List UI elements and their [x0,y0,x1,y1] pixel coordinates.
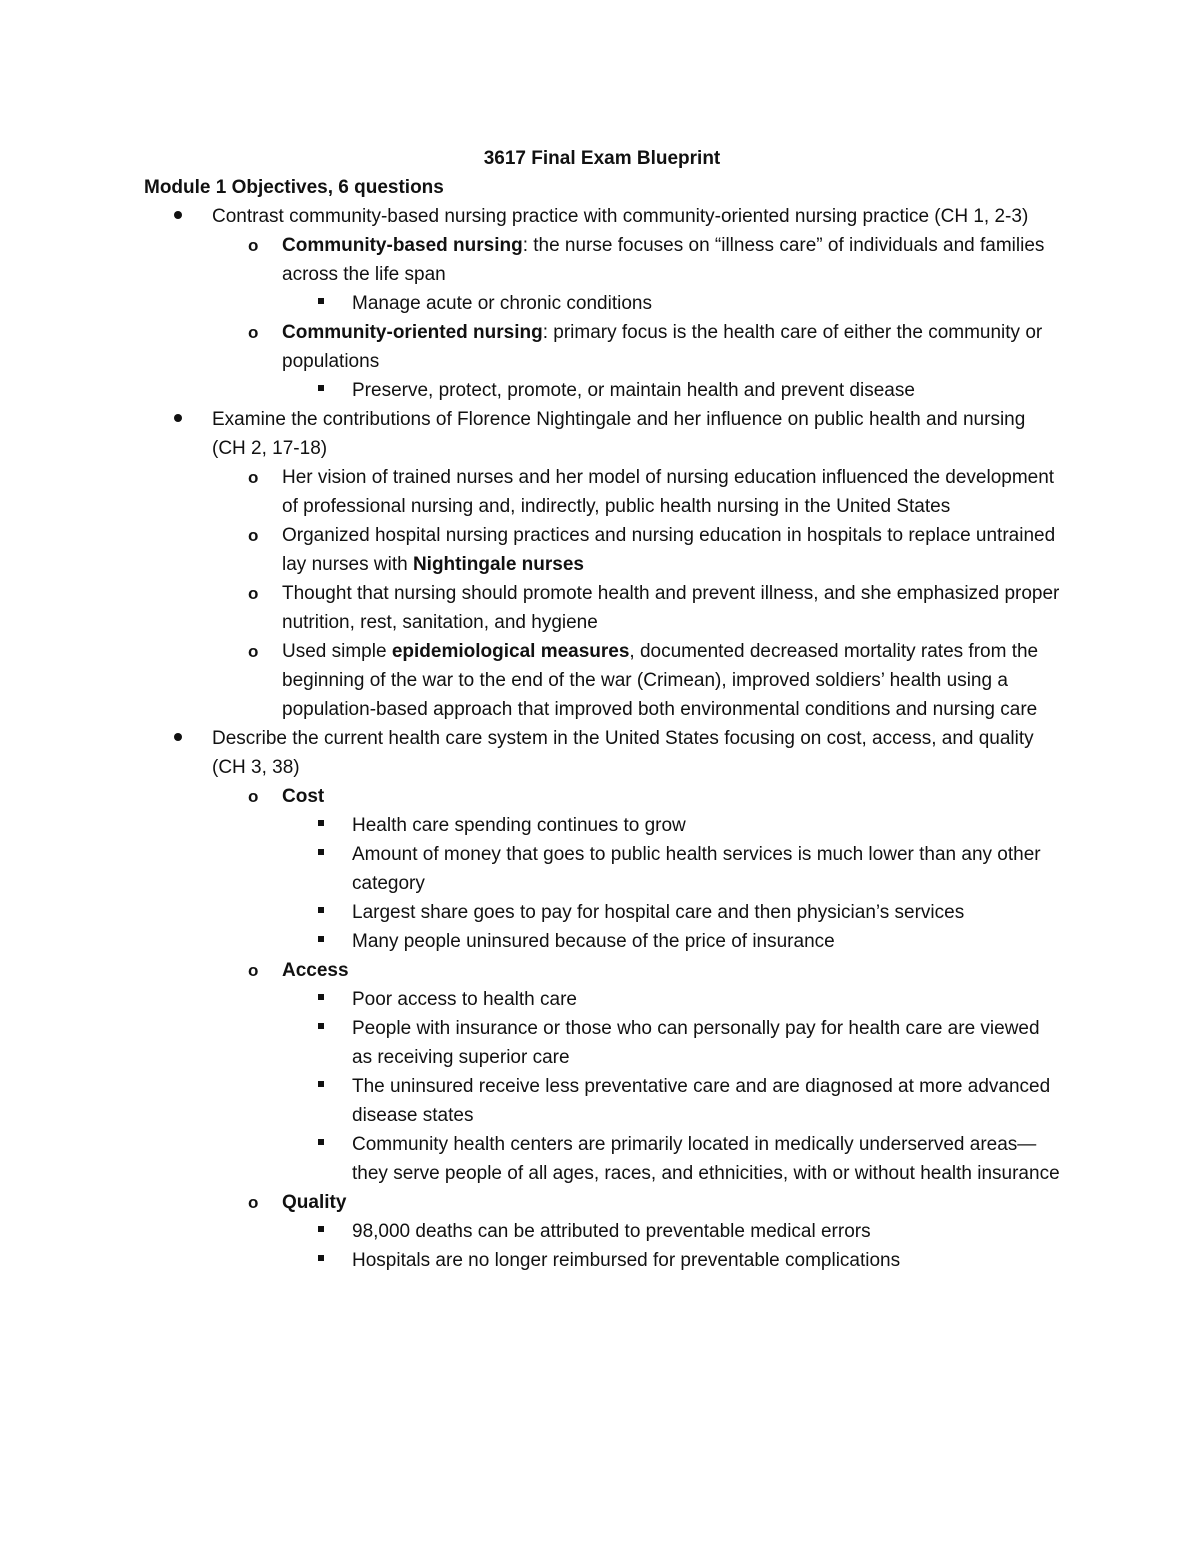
sub-item-term: epidemiological measures [391,641,630,662]
objective-text: Examine the contributions of Florence Nightingale and her influence on public health and nursing (CH 2, 17-18) [212,409,1026,459]
detail-item [144,1246,1060,1275]
objective-item [144,724,1060,782]
bullet-square-icon [318,1130,324,1157]
detail-text: Health care spending continues to grow [352,815,686,836]
sub-item-term: Quality [282,1192,347,1213]
sub-item-quality [144,1188,1060,1217]
bullet-dot-icon [174,724,182,753]
sub-item [144,318,1060,376]
detail-text: Many people uninsured because of the price of insurance [352,931,835,952]
bullet-square-icon [318,376,324,403]
objectives-list [144,202,1060,1275]
bullet-square-icon [318,811,324,838]
bullet-circle-icon: o [248,961,259,980]
detail-item [144,1072,1060,1130]
sub-item-cost [144,782,1060,811]
detail-item [144,1217,1060,1246]
bullet-square-icon [318,840,324,867]
detail-item [144,985,1060,1014]
detail-text: Manage acute or chronic conditions [352,293,652,314]
bullet-circle-icon: o [248,1193,259,1212]
detail-text: People with insurance or those who can personally pay for health care are viewed as receiving superior care [352,1018,1040,1068]
detail-item [144,1130,1060,1188]
sub-item [144,463,1060,521]
sub-item-text: , documented decreased mortality rates from the beginning of the war to the end of the war (Crimean), improved soldiers’ health using a population-based approach that improved both environmental conditions and nursing care [282,641,1039,720]
detail-item [144,927,1060,956]
sub-item-text: Organized hospital nursing practices and nursing education in hospitals to replace untrained lay nurses with [282,525,1056,575]
sub-item [144,579,1060,637]
sub-item-term: Cost [282,786,325,807]
sub-item-text: : the nurse focuses on “illness care” of individuals and families across the life span [282,235,1045,285]
bullet-square-icon [318,1246,324,1273]
bullet-circle-icon: o [248,323,259,342]
bullet-dot-icon [174,202,182,231]
detail-item [144,840,1060,898]
detail-text: Poor access to health care [352,989,577,1010]
bullet-circle-icon: o [248,526,259,545]
bullet-square-icon [318,1072,324,1099]
detail-item [144,376,1060,405]
sub-item [144,521,1060,579]
sub-item [144,637,1060,724]
detail-item [144,811,1060,840]
document-title: 3617 Final Exam Blueprint [483,148,721,169]
bullet-dot-icon [174,405,182,434]
bullet-square-icon [318,1014,324,1041]
module-heading: Module 1 Objectives, 6 questions [144,177,444,198]
detail-text: Hospitals are no longer reimbursed for preventable complications [352,1250,901,1271]
sub-item-term: Nightingale nurses [412,554,584,575]
detail-text: Amount of money that goes to public health services is much lower than any other category [352,844,1041,894]
objective-item [144,405,1060,463]
sub-item-text: Used simple [282,641,392,662]
detail-text: 98,000 deaths can be attributed to preventable medical errors [352,1221,871,1242]
objective-text: Describe the current health care system in the United States focusing on cost, access, and quality (CH 3, 38) [212,728,1034,778]
detail-item [144,289,1060,318]
detail-text: Preserve, protect, promote, or maintain health and prevent disease [352,380,915,401]
bullet-circle-icon: o [248,236,259,255]
sub-item-term: Community-oriented nursing [282,322,543,343]
bullet-square-icon [318,985,324,1012]
bullet-circle-icon: o [248,787,259,806]
sub-item [144,231,1060,289]
sub-item-text: : primary focus is the health care of either the community or populations [282,322,1043,372]
bullet-square-icon [318,927,324,954]
detail-text: The uninsured receive less preventative care and are diagnosed at more advanced disease states [352,1076,1051,1126]
detail-text: Community health centers are primarily located in medically underserved areas—they serve people of all ages, races, and ethnicities, with or without health insurance [352,1134,1060,1184]
bullet-square-icon [318,289,324,316]
sub-item-text: Her vision of trained nurses and her model of nursing education influenced the development of professional nursing and, indirectly, public health nursing in the United States [282,467,1055,517]
sub-item-text: Thought that nursing should promote health and prevent illness, and she emphasized proper nutrition, rest, sanitation, and hygiene [282,583,1060,633]
bullet-circle-icon: o [248,584,259,603]
bullet-square-icon [318,898,324,925]
objective-text: Contrast community-based nursing practice with community-oriented nursing practice (CH 1, 2-3) [212,206,1029,227]
sub-item-term: Access [282,960,349,981]
detail-text: Largest share goes to pay for hospital care and then physician’s services [352,902,965,923]
bullet-circle-icon: o [248,468,259,487]
sub-item-access [144,956,1060,985]
detail-item [144,898,1060,927]
detail-item [144,1014,1060,1072]
sub-item-term: Community-based nursing [282,235,523,256]
bullet-square-icon [318,1217,324,1244]
objective-item [144,202,1060,231]
bullet-circle-icon: o [248,642,259,661]
